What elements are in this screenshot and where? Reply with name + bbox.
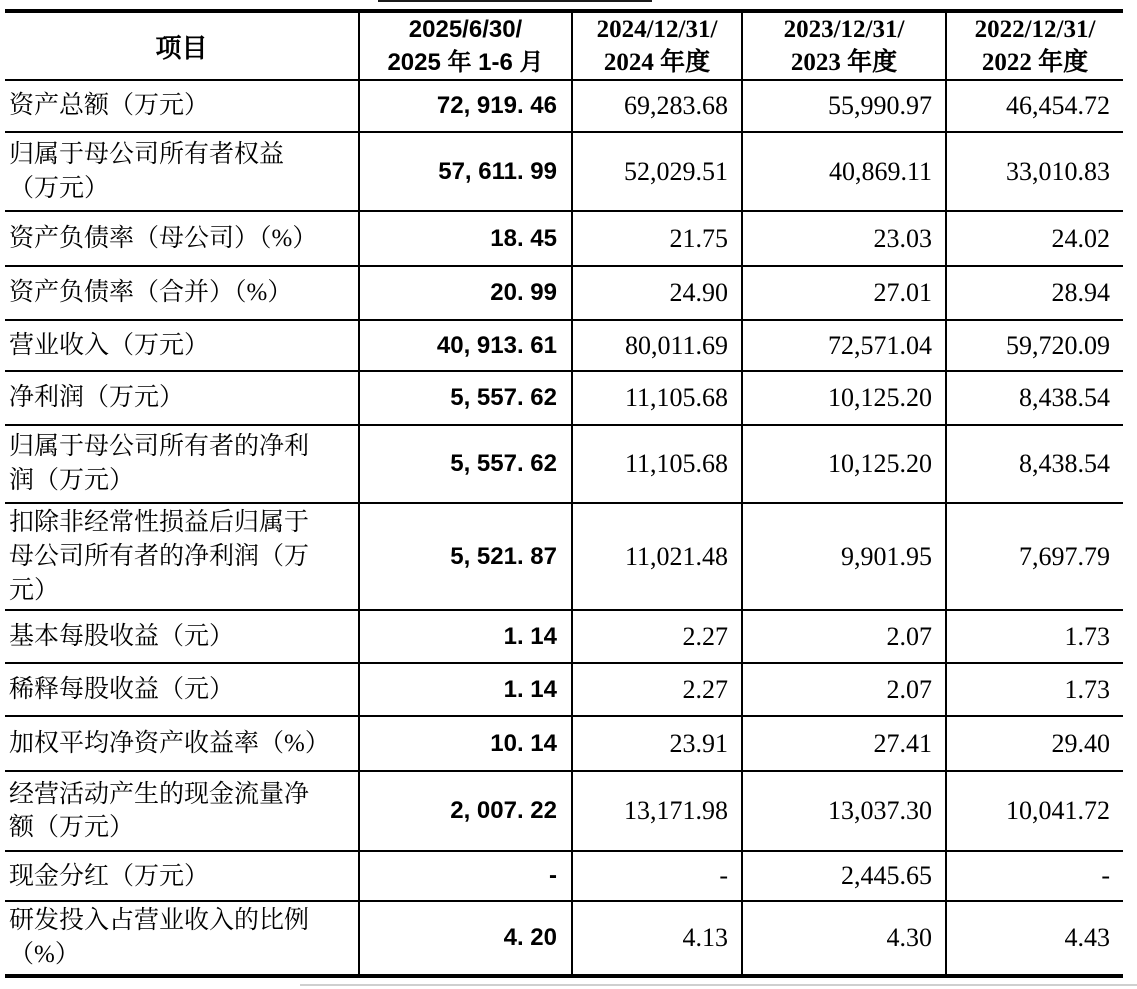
financial-summary-table [5,9,1123,978]
cell-value: 2.27 [572,663,742,716]
table-row-parent-net-profit [5,425,1123,503]
table-row-debt-ratio-parent [5,211,1123,266]
row-label: 基本每股收益（元） [9,623,235,651]
cell-value: 11,105.68 [572,371,742,425]
cell-value: 5, 521. 87 [359,503,572,610]
cell-value: 46,454.72 [946,80,1123,132]
row-label: 资产负债率（母公司）（%） [9,224,318,252]
cell-value: 7,697.79 [946,503,1123,610]
header-period-2022-span: 2022 年度 [981,49,1089,77]
cell-value: 10,041.72 [946,771,1123,851]
header-period-2024-span: 2024 年度 [603,49,711,77]
cell-value: 4. 20 [359,901,572,976]
cell-value: 4.43 [946,901,1123,976]
row-label: 归属于母公司所有者的净利润（万元） [9,433,310,495]
row-label: 扣除非经常性损益后归属于母公司所有者的净利润（万元） [9,509,310,604]
cell-value: 5, 557. 62 [359,371,572,425]
row-label: 资产总额（万元） [9,92,210,120]
table-row-rd-ratio [5,901,1123,976]
cell-value: 21.75 [572,211,742,266]
cell-value: 10,125.20 [742,371,946,425]
cell-value: - [946,851,1123,901]
cell-value: 1.73 [946,610,1123,663]
cell-value: 24.90 [572,266,742,320]
row-label: 净利润（万元） [9,384,185,412]
cell-value: 1. 14 [359,610,572,663]
row-label: 加权平均净资产收益率（%） [9,730,330,758]
row-label: 经营活动产生的现金流量净额（万元） [9,780,310,842]
cell-value: 5, 557. 62 [359,425,572,503]
header-period-2025h1 [359,11,572,80]
cell-value: 13,037.30 [742,771,946,851]
scan-artifact-line-bottom [300,984,1137,986]
cell-value: 2,445.65 [742,851,946,901]
cell-value: 10,125.20 [742,425,946,503]
row-label: 现金分红（万元） [9,862,210,890]
table-row-operating-cash-flow [5,771,1123,851]
cell-value: - [359,851,572,901]
scan-artifact-line-top [378,0,652,2]
header-period-2024 [572,11,742,80]
cell-value: 72, 919. 46 [359,80,572,132]
cell-value: 9,901.95 [742,503,946,610]
cell-value: 10. 14 [359,716,572,771]
cell-value: 11,105.68 [572,425,742,503]
row-label: 研发投入占营业收入的比例（%） [9,907,310,969]
cell-value: 2.07 [742,663,946,716]
cell-value: 4.13 [572,901,742,976]
cell-value: 23.91 [572,716,742,771]
cell-value: 20. 99 [359,266,572,320]
table-row-basic-eps [5,610,1123,663]
cell-value: 1.73 [946,663,1123,716]
cell-value: 8,438.54 [946,425,1123,503]
cell-value: 57, 611. 99 [359,132,572,211]
table-row-diluted-eps [5,663,1123,716]
cell-value: 72,571.04 [742,320,946,371]
cell-value: 33,010.83 [946,132,1123,211]
header-period-2023-span: 2023 年度 [790,49,898,77]
cell-value: 23.03 [742,211,946,266]
header-row [5,11,1123,80]
table-row-weighted-avg-roe [5,716,1123,771]
cell-value: 55,990.97 [742,80,946,132]
cell-value: 1. 14 [359,663,572,716]
row-label: 归属于母公司所有者权益（万元） [9,140,285,202]
cell-value: 18. 45 [359,211,572,266]
cell-value: 13,171.98 [572,771,742,851]
cell-value: 2, 007. 22 [359,771,572,851]
cell-value: 69,283.68 [572,80,742,132]
cell-value: 2.07 [742,610,946,663]
cell-value: 59,720.09 [946,320,1123,371]
row-label: 稀释每股收益（元） [9,676,235,704]
cell-value: 24.02 [946,211,1123,266]
cell-value: 27.41 [742,716,946,771]
cell-value: 29.40 [946,716,1123,771]
header-period-2025h1-span: 2025 年 1-6 月 [387,49,544,77]
cell-value: 52,029.51 [572,132,742,211]
table-row-operating-revenue [5,320,1123,371]
table-row-debt-ratio-consolidated [5,266,1123,320]
cell-value: 11,021.48 [572,503,742,610]
table-row-deducted-net-profit [5,503,1123,610]
header-period-2025h1-date: 2025/6/30/ [408,16,523,43]
row-label: 资产负债率（合并）（%） [9,279,293,307]
cell-value: - [572,851,742,901]
table-row-parent-equity [5,132,1123,211]
header-item: 项目 [155,33,208,63]
cell-value: 40, 913. 61 [359,320,572,371]
table-row-total-assets [5,80,1123,132]
header-period-2024-date: 2024/12/31/ [596,16,718,44]
cell-value: 40,869.11 [742,132,946,211]
cell-value: 8,438.54 [946,371,1123,425]
row-label: 营业收入（万元） [9,331,210,359]
cell-value: 80,011.69 [572,320,742,371]
header-period-2023-date: 2023/12/31/ [783,16,905,44]
table-row-cash-dividend [5,851,1123,901]
cell-value: 2.27 [572,610,742,663]
table-row-net-profit [5,371,1123,425]
cell-value: 4.30 [742,901,946,976]
header-period-2022 [946,11,1123,80]
cell-value: 27.01 [742,266,946,320]
header-period-2023 [742,11,946,80]
header-period-2022-date: 2022/12/31/ [974,16,1096,44]
cell-value: 28.94 [946,266,1123,320]
